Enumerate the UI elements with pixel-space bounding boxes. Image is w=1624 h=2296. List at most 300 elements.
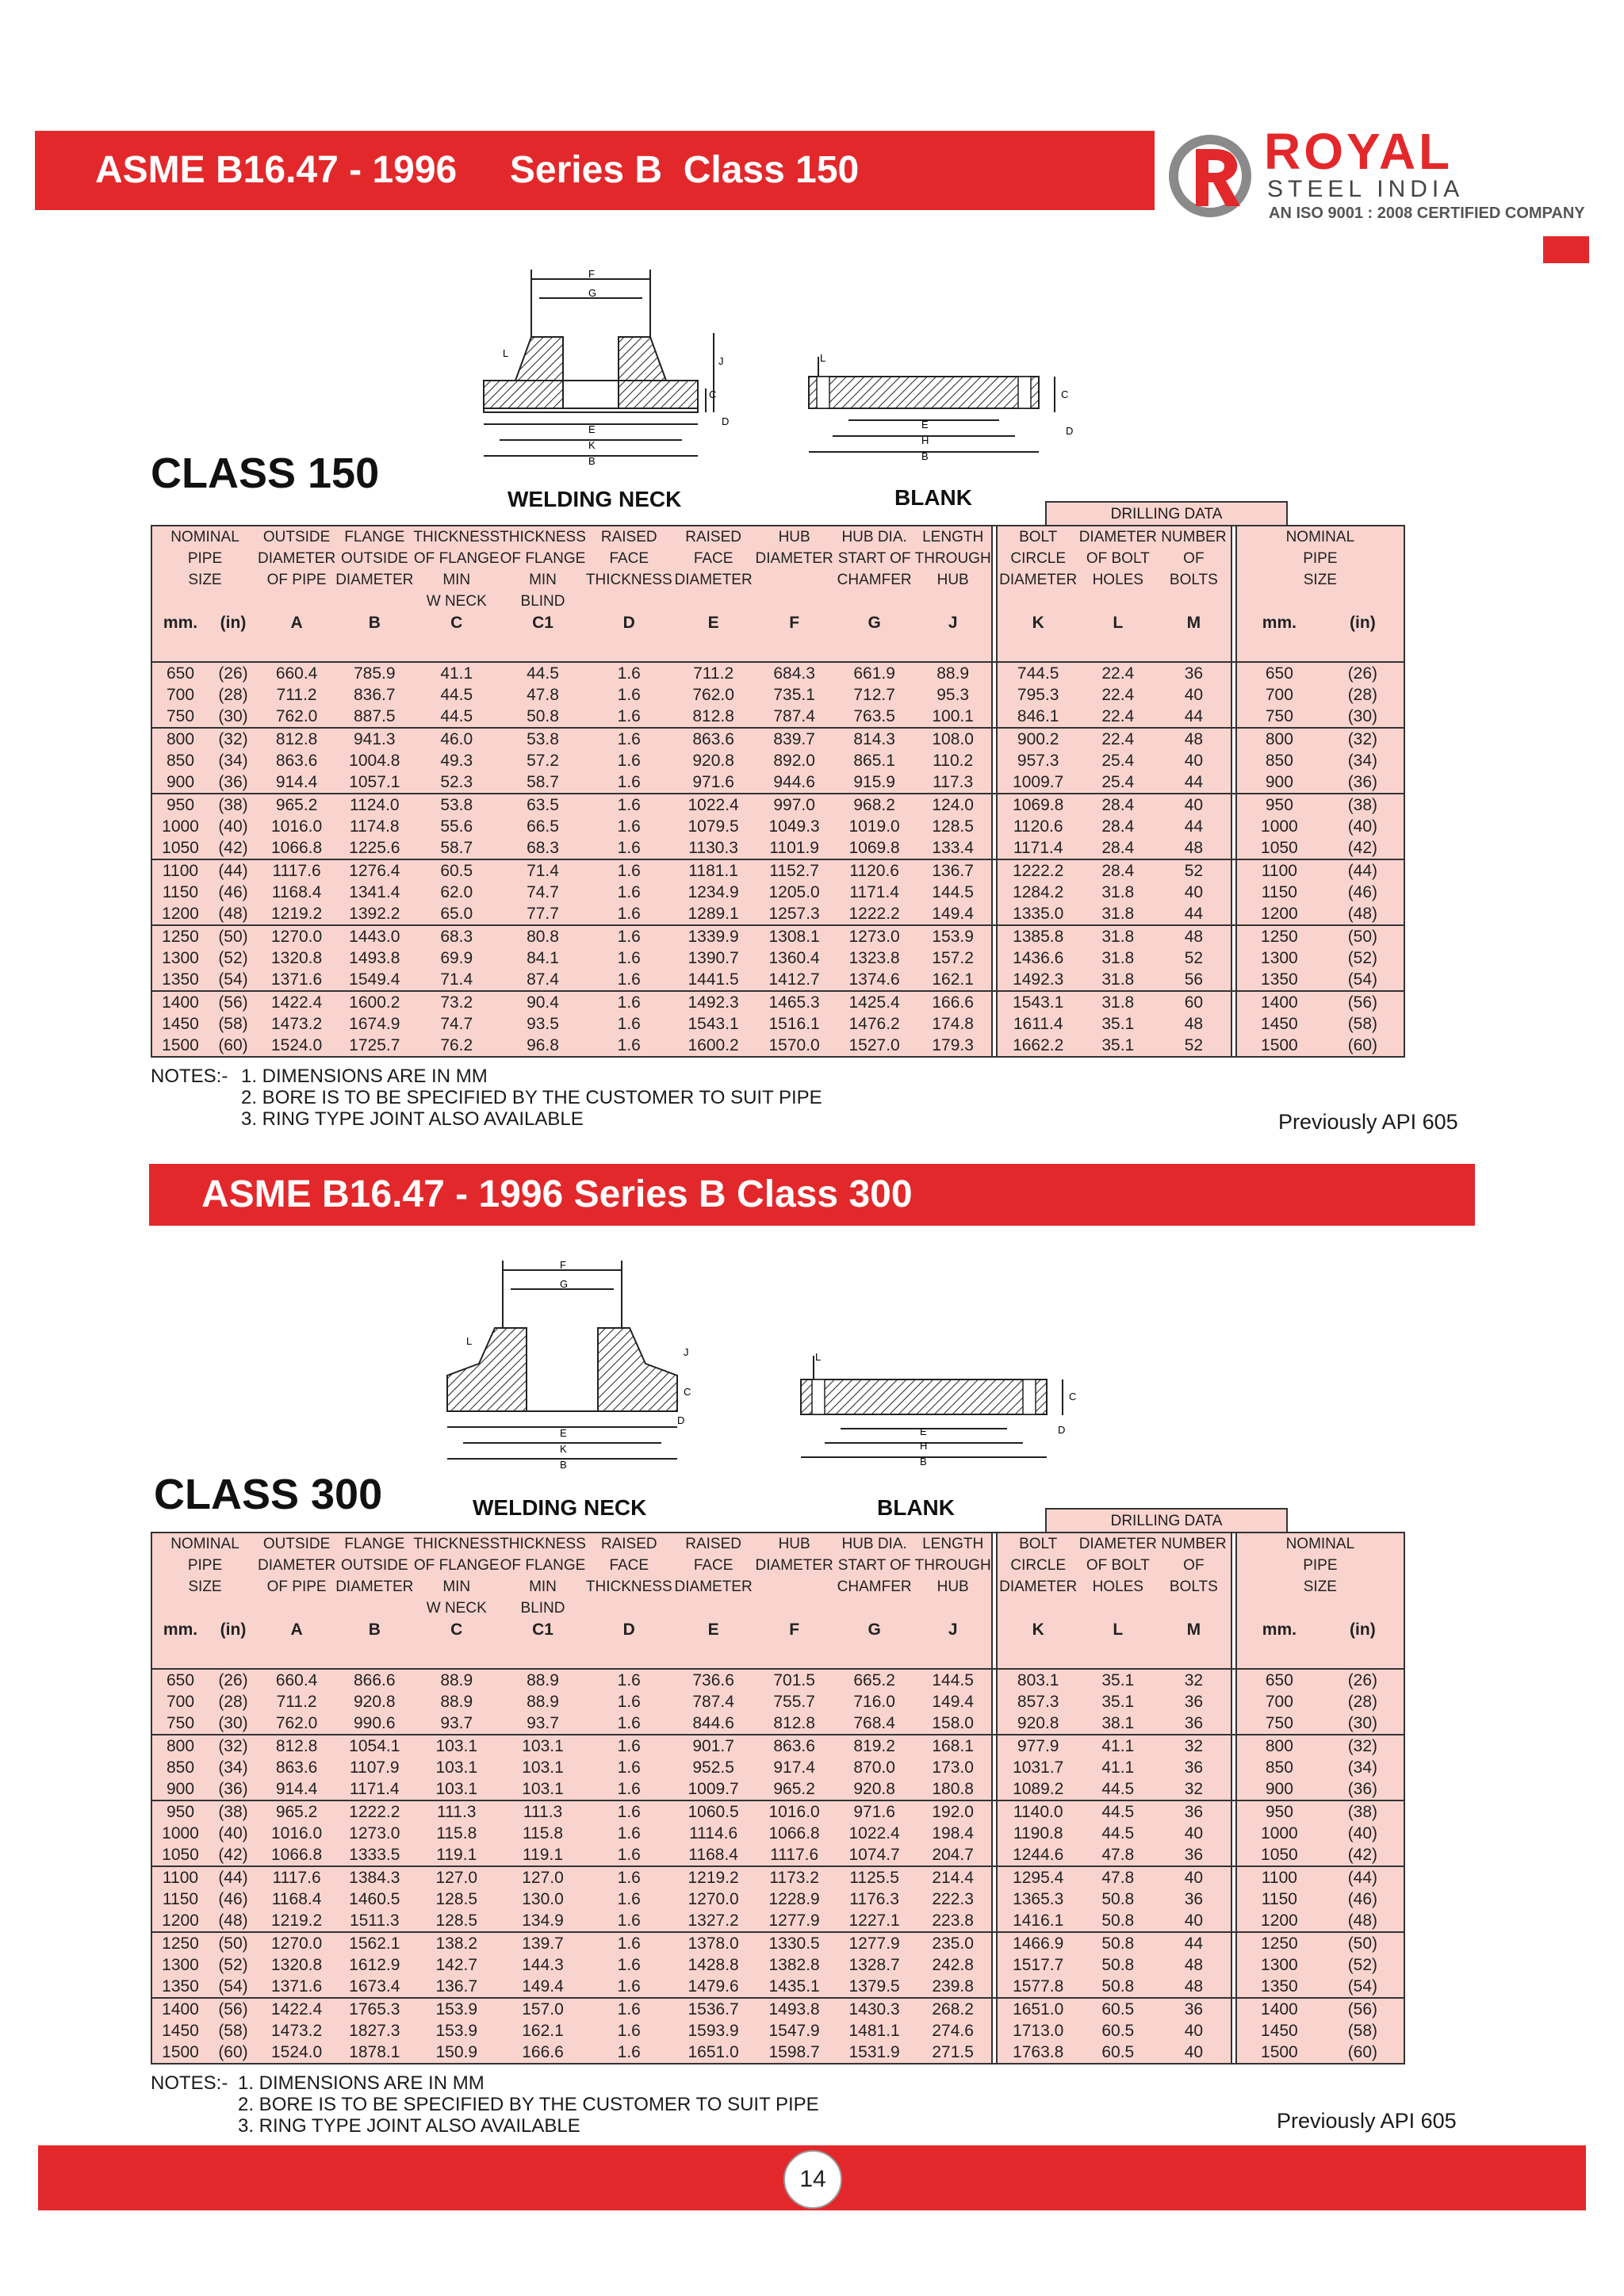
table-cell: 1.6 bbox=[617, 905, 641, 923]
table-cell: 1300 bbox=[1261, 949, 1298, 967]
top-banner bbox=[35, 131, 1155, 210]
table-cell: 887.5 bbox=[354, 707, 396, 725]
column-header: THICKNESS OF FLANGE MIN BLIND bbox=[500, 1536, 586, 1617]
table-cell: 74.7 bbox=[527, 883, 559, 901]
drilling-data-label: DRILLING DATA bbox=[1045, 501, 1288, 526]
table-cell: (40) bbox=[218, 1824, 248, 1843]
table-cell: 1.6 bbox=[617, 1714, 641, 1732]
table-cell: 1222.2 bbox=[335, 1800, 413, 1823]
table-cell: 49.3 bbox=[440, 752, 473, 770]
table-cell: 44 bbox=[1184, 773, 1204, 791]
table-cell: (36) bbox=[1347, 1780, 1378, 1798]
table-cell: 1.6 bbox=[617, 817, 641, 836]
table-cell: 1069.8 bbox=[848, 839, 900, 857]
table-cell: 1150 bbox=[162, 1890, 199, 1908]
table-cell: 795.3 bbox=[1017, 686, 1059, 704]
table-cell: 166.6 bbox=[915, 991, 992, 1013]
table-cell: 71.4 bbox=[500, 859, 586, 882]
table-cell: (56) bbox=[1322, 1998, 1404, 2020]
table-cell: 866.6 bbox=[335, 1669, 413, 1691]
table-cell: 1117.6 bbox=[770, 1846, 819, 1864]
table-cell: 1443.0 bbox=[335, 925, 413, 947]
table-cell: 971.6 bbox=[834, 1800, 915, 1823]
table-row bbox=[151, 1823, 1404, 1844]
table-cell: 168.1 bbox=[915, 1735, 992, 1757]
table-cell: 920.8 bbox=[853, 1780, 895, 1798]
table-cell: 814.3 bbox=[834, 728, 915, 750]
table-cell: 1100 bbox=[1236, 859, 1322, 882]
column-letter: (in) bbox=[220, 614, 247, 632]
table-row bbox=[151, 706, 1404, 728]
table-cell: 1465.3 bbox=[755, 991, 834, 1013]
table-cell: 90.4 bbox=[500, 991, 586, 1013]
table-cell: 1.6 bbox=[586, 662, 672, 684]
svg-text:D: D bbox=[722, 415, 730, 427]
table-cell: 914.4 bbox=[275, 1780, 318, 1798]
table-cell: 204.7 bbox=[932, 1846, 974, 1864]
table-cell: 1378.0 bbox=[672, 1932, 755, 1954]
table-cell: 844.6 bbox=[692, 1714, 734, 1732]
table-row bbox=[151, 1888, 1404, 1910]
table-cell: 60.5 bbox=[413, 859, 500, 882]
table-cell: 214.4 bbox=[915, 1866, 992, 1888]
column-letter: K bbox=[1032, 614, 1044, 632]
table-cell: 60.5 bbox=[1079, 1998, 1157, 2020]
table-cell: 892.0 bbox=[773, 752, 815, 770]
table-cell: 80.8 bbox=[500, 925, 586, 947]
table-cell: 1079.5 bbox=[688, 817, 739, 836]
table-cell: 944.6 bbox=[773, 773, 815, 791]
svg-text:G: G bbox=[588, 287, 597, 299]
svg-text:D: D bbox=[677, 1414, 685, 1426]
table-row bbox=[151, 794, 1404, 816]
table-cell: 1500 bbox=[162, 2043, 199, 2061]
table-cell: 812.8 bbox=[258, 728, 335, 750]
class-300-heading: CLASS 300 bbox=[154, 1471, 383, 1518]
table-cell: 650 bbox=[151, 1669, 209, 1691]
table-cell: 1200 bbox=[162, 1911, 199, 1930]
table-cell: 1531.9 bbox=[848, 2043, 900, 2061]
royal-r-logo-icon bbox=[1164, 128, 1259, 224]
table-cell: 1200 bbox=[1261, 905, 1298, 923]
table-cell: 863.6 bbox=[275, 1758, 318, 1777]
table-cell: 1371.6 bbox=[270, 1977, 323, 1996]
table-cell: 839.7 bbox=[755, 728, 834, 750]
table-cell: 1050 bbox=[162, 1846, 199, 1864]
table-cell: 812.8 bbox=[692, 707, 734, 725]
table-cell: 40 bbox=[1184, 686, 1204, 704]
table-row bbox=[151, 947, 1404, 969]
table-cell: (60) bbox=[218, 1036, 248, 1054]
table-cell: 1.6 bbox=[617, 1890, 641, 1908]
table-cell: 1333.5 bbox=[349, 1846, 400, 1864]
column-letter: mm. bbox=[163, 614, 198, 632]
table-row bbox=[151, 1932, 1404, 1954]
table-cell: 1225.6 bbox=[349, 839, 400, 857]
table-row bbox=[151, 1691, 1404, 1712]
table-cell: 47.8 bbox=[527, 686, 559, 704]
table-cell: 900 bbox=[166, 773, 195, 791]
table-cell: 74.7 bbox=[440, 1015, 473, 1033]
svg-text:B: B bbox=[588, 455, 596, 467]
table-cell: 1436.6 bbox=[1013, 949, 1064, 967]
table-cell: 31.8 bbox=[1079, 925, 1157, 947]
table-cell: 1400 bbox=[1236, 991, 1322, 1013]
table-cell: 124.0 bbox=[915, 794, 992, 816]
table-cell: 1341.4 bbox=[349, 883, 400, 901]
column-letter: C bbox=[450, 1621, 463, 1639]
table-cell: 41.1 bbox=[1079, 1735, 1157, 1757]
table-cell: 31.8 bbox=[1101, 883, 1135, 901]
table-cell: 44.5 bbox=[440, 707, 473, 725]
table-cell: 850 bbox=[1265, 752, 1293, 770]
table-cell: 660.4 bbox=[258, 662, 335, 684]
svg-text:L: L bbox=[820, 352, 826, 364]
table-cell: (36) bbox=[1347, 773, 1378, 791]
table-cell: 166.6 bbox=[522, 2043, 564, 2061]
table-cell: 1713.0 bbox=[1013, 2022, 1064, 2040]
table-cell: 1593.9 bbox=[688, 2022, 739, 2040]
table-cell: 665.2 bbox=[834, 1669, 915, 1691]
table-cell: 53.8 bbox=[500, 728, 586, 750]
table-cell: 235.0 bbox=[915, 1932, 992, 1954]
table-cell: 111.3 bbox=[500, 1800, 586, 1823]
table-row bbox=[151, 1757, 1404, 1778]
table-cell: 1.6 bbox=[586, 1932, 672, 1954]
table-cell: 1150 bbox=[162, 883, 199, 901]
table-cell: 1009.7 bbox=[1013, 773, 1064, 791]
table-cell: 870.0 bbox=[853, 1758, 895, 1777]
table-cell: (56) bbox=[209, 1998, 258, 2020]
table-cell: 1050 bbox=[1261, 1846, 1298, 1864]
table-cell: 47.8 bbox=[1079, 1866, 1157, 1888]
table-cell: 1205.0 bbox=[768, 883, 820, 901]
table-cell: 108.0 bbox=[915, 728, 992, 750]
column-letter: C1 bbox=[532, 614, 553, 632]
table-cell: 1100 bbox=[151, 1866, 209, 1888]
table-cell: 857.3 bbox=[1017, 1693, 1059, 1711]
brand-tagline: AN ISO 9001 : 2008 CERTIFIED COMPANY bbox=[1269, 205, 1585, 222]
table-cell: 1570.0 bbox=[768, 1036, 820, 1054]
table-cell: 1.6 bbox=[617, 752, 641, 770]
blank-label: BLANK bbox=[894, 485, 972, 510]
table-cell: 242.8 bbox=[932, 1956, 974, 1974]
table-cell: (34) bbox=[1347, 1758, 1378, 1777]
table-cell: (46) bbox=[218, 1890, 248, 1908]
column-header: NUMBER OF BOLTS bbox=[1161, 1536, 1227, 1595]
table-cell: 58.7 bbox=[440, 839, 473, 857]
table-cell: 1765.3 bbox=[335, 1998, 413, 2020]
table-cell: (30) bbox=[218, 707, 248, 725]
table-cell: 1500 bbox=[1261, 1036, 1298, 1054]
table-cell: 700 bbox=[1265, 686, 1293, 704]
table-cell: 48 bbox=[1157, 728, 1231, 750]
table-cell: 1054.1 bbox=[335, 1735, 413, 1757]
table-cell: 28.4 bbox=[1079, 859, 1157, 882]
table-cell: 1228.9 bbox=[768, 1890, 820, 1908]
column-letter: L bbox=[1113, 1621, 1124, 1639]
table-cell: 1662.2 bbox=[1013, 1036, 1064, 1054]
table-cell: (48) bbox=[218, 1911, 248, 1930]
table-cell: (38) bbox=[209, 1800, 258, 1823]
table-cell: (40) bbox=[1347, 1824, 1378, 1843]
table-cell: 750 bbox=[166, 1714, 195, 1732]
table-cell: (46) bbox=[218, 883, 248, 901]
table-cell: 115.8 bbox=[436, 1824, 477, 1843]
table-cell: 1019.0 bbox=[848, 817, 900, 836]
column-header: HUB DIA. START OF CHAMFER bbox=[837, 1536, 912, 1595]
table-cell: 71.4 bbox=[440, 970, 473, 989]
table-cell: 971.6 bbox=[692, 773, 734, 791]
table-cell: (26) bbox=[209, 1669, 258, 1691]
table-cell: 762.0 bbox=[275, 1714, 318, 1732]
table-cell: 1536.7 bbox=[672, 1998, 755, 2020]
table-cell: 950 bbox=[151, 794, 209, 816]
table-cell: 25.4 bbox=[1101, 752, 1135, 770]
table-cell: 103.1 bbox=[522, 1780, 564, 1798]
table-cell: 1000 bbox=[162, 817, 199, 836]
table-row bbox=[151, 1735, 1404, 1757]
table-cell: 735.1 bbox=[773, 686, 815, 704]
brand-logo bbox=[1164, 125, 1592, 228]
table-cell: 1379.5 bbox=[848, 1977, 900, 1996]
table-cell: 117.3 bbox=[933, 773, 974, 791]
table-cell: (40) bbox=[1347, 817, 1378, 836]
table-cell: 1.6 bbox=[617, 1911, 641, 1930]
table-cell: 55.6 bbox=[440, 817, 473, 836]
table-cell: 1152.7 bbox=[755, 859, 834, 882]
page-number: 14 bbox=[783, 2150, 842, 2209]
table-cell: (56) bbox=[209, 991, 258, 1013]
column-letter: J bbox=[948, 614, 958, 632]
table-cell: (26) bbox=[1322, 1669, 1404, 1691]
column-header: BOLT CIRCLE DIAMETER bbox=[999, 529, 1078, 588]
table-row bbox=[151, 1712, 1404, 1735]
table-cell: 36 bbox=[1184, 1758, 1204, 1777]
table-cell: 66.5 bbox=[527, 817, 559, 836]
table-cell: 762.0 bbox=[275, 707, 318, 725]
table-cell: 763.5 bbox=[853, 707, 895, 725]
table-cell: 50.8 bbox=[1101, 1890, 1135, 1908]
header-row bbox=[151, 526, 1404, 612]
table-cell: (54) bbox=[1347, 1977, 1378, 1996]
table-cell: 1412.7 bbox=[768, 970, 820, 989]
table-cell: 1176.3 bbox=[849, 1890, 899, 1908]
table-cell: 1422.4 bbox=[258, 991, 335, 1013]
table-cell: 1430.3 bbox=[834, 1998, 915, 2020]
table-cell: 700 bbox=[166, 686, 195, 704]
column-letter: E bbox=[707, 614, 719, 632]
svg-text:E: E bbox=[588, 423, 596, 435]
table-cell: 36 bbox=[1157, 1800, 1231, 1823]
table-cell: 44.5 bbox=[1101, 1824, 1135, 1843]
table-cell: (58) bbox=[218, 1015, 248, 1033]
table-cell: (28) bbox=[218, 686, 248, 704]
table-cell: 1200 bbox=[162, 905, 199, 923]
table-cell: 1031.7 bbox=[1013, 1758, 1064, 1777]
table-cell: 1493.8 bbox=[755, 1998, 834, 2020]
table-cell: 1049.3 bbox=[768, 817, 820, 836]
brand-name: ROYAL bbox=[1264, 123, 1454, 180]
table-cell: 41.1 bbox=[413, 662, 500, 684]
table-cell: 1350 bbox=[1261, 1977, 1298, 1996]
table-row bbox=[151, 1954, 1404, 1976]
table-cell: (54) bbox=[1347, 970, 1378, 989]
table-cell: 1450 bbox=[1261, 1015, 1298, 1033]
svg-text:G: G bbox=[560, 1278, 569, 1290]
table-cell: 1.6 bbox=[617, 839, 641, 857]
table-cell: 965.2 bbox=[258, 1800, 335, 1823]
table-cell: 22.4 bbox=[1101, 686, 1135, 704]
table-cell: 650 bbox=[151, 662, 209, 684]
table-cell: 44 bbox=[1157, 1932, 1231, 1954]
column-header: RAISED FACE THICKNESS bbox=[585, 529, 672, 588]
table-cell: 1000 bbox=[162, 1824, 199, 1843]
table-cell: 32 bbox=[1157, 1735, 1231, 1757]
table-cell: 1.6 bbox=[617, 1824, 641, 1843]
table-cell: 1.6 bbox=[617, 2043, 641, 2061]
table-cell: (32) bbox=[209, 728, 258, 750]
table-cell: 1250 bbox=[151, 1932, 209, 1954]
table-cell: 1.6 bbox=[586, 1998, 672, 2020]
column-letter: D bbox=[622, 614, 635, 632]
table-cell: 800 bbox=[1236, 1735, 1322, 1757]
table-cell: 711.2 bbox=[276, 1693, 317, 1711]
table-cell: 1.6 bbox=[617, 1693, 641, 1711]
table-cell: 149.4 bbox=[932, 905, 974, 923]
table-cell: 900.2 bbox=[997, 728, 1079, 750]
table-cell: 1.6 bbox=[617, 1846, 641, 1864]
table-cell: 53.8 bbox=[413, 794, 500, 816]
table-cell: 22.4 bbox=[1079, 728, 1157, 750]
table-cell: 52.3 bbox=[440, 773, 473, 791]
table-cell: 712.7 bbox=[853, 686, 895, 704]
table-cell: 1543.1 bbox=[997, 991, 1079, 1013]
table-cell: 1117.6 bbox=[258, 859, 335, 882]
table-cell: 52 bbox=[1157, 859, 1231, 882]
table-cell: 957.3 bbox=[1017, 752, 1059, 770]
svg-text:C: C bbox=[709, 388, 717, 400]
table-cell: 1335.0 bbox=[1013, 905, 1064, 923]
table-cell: 1.6 bbox=[617, 1036, 641, 1054]
table-cell: 88.9 bbox=[413, 1669, 500, 1691]
table-cell: 44.5 bbox=[1101, 1780, 1135, 1798]
table-cell: 977.9 bbox=[997, 1735, 1079, 1757]
table-cell: (44) bbox=[209, 1866, 258, 1888]
table-row bbox=[151, 1800, 1404, 1823]
column-header: THICKNESS OF FLANGE MIN BLIND bbox=[500, 529, 586, 610]
column-header: LENGTH THROUGH HUB bbox=[914, 1536, 991, 1595]
column-header: RAISED FACE DIAMETER bbox=[674, 1536, 753, 1595]
svg-text:L: L bbox=[815, 1351, 822, 1363]
table-cell: 115.8 bbox=[523, 1824, 563, 1843]
table-cell: 800 bbox=[151, 728, 209, 750]
table-cell: 1511.3 bbox=[349, 1911, 400, 1930]
column-letter: E bbox=[707, 1621, 719, 1639]
table-cell: (26) bbox=[209, 662, 258, 684]
column-letter: (in) bbox=[1350, 614, 1376, 632]
table-cell: 1244.6 bbox=[1013, 1846, 1064, 1864]
table-cell: 1066.8 bbox=[270, 1846, 323, 1864]
table-cell: 716.0 bbox=[853, 1693, 895, 1711]
svg-text:B: B bbox=[560, 1459, 567, 1471]
table-cell: 103.1 bbox=[522, 1758, 564, 1777]
previously-api-note: Previously API 605 bbox=[1278, 1110, 1458, 1134]
table-cell: 31.8 bbox=[1101, 970, 1135, 989]
column-header: THICKNESS OF FLANGE MIN W NECK bbox=[413, 1536, 500, 1617]
svg-text:K: K bbox=[588, 439, 596, 451]
svg-text:C: C bbox=[1061, 388, 1069, 400]
table-cell: 1516.1 bbox=[768, 1015, 820, 1033]
table-cell: 73.2 bbox=[413, 991, 500, 1013]
column-header: THICKNESS OF FLANGE MIN W NECK bbox=[413, 529, 500, 610]
table-cell: 1234.9 bbox=[688, 883, 739, 901]
table-cell: 130.0 bbox=[522, 1890, 564, 1908]
table-cell: 142.7 bbox=[435, 1956, 478, 1974]
table-cell: 103.1 bbox=[413, 1735, 500, 1757]
table-cell: 1384.3 bbox=[335, 1866, 413, 1888]
table-cell: 1.6 bbox=[617, 883, 641, 901]
table-cell: 46.0 bbox=[413, 728, 500, 750]
table-cell: 1577.8 bbox=[1013, 1977, 1064, 1996]
table-cell: 1227.1 bbox=[848, 1911, 900, 1930]
column-header: RAISED FACE DIAMETER bbox=[674, 529, 753, 588]
table-cell: 1219.2 bbox=[672, 1866, 755, 1888]
table-cell: 684.3 bbox=[755, 662, 834, 684]
table-cell: 153.9 bbox=[435, 2022, 478, 2040]
table-cell: 711.2 bbox=[276, 686, 317, 704]
table-cell: 1562.1 bbox=[335, 1932, 413, 1954]
table-cell: 60.5 bbox=[1101, 2043, 1135, 2061]
table-cell: 77.7 bbox=[527, 905, 559, 923]
table-cell: 1117.6 bbox=[258, 1866, 335, 1888]
table-cell: 192.0 bbox=[915, 1800, 992, 1823]
table-cell: 1295.4 bbox=[997, 1866, 1079, 1888]
table-cell: 1273.0 bbox=[834, 925, 915, 947]
table-cell: 1450 bbox=[1261, 2022, 1298, 2040]
table-cell: (32) bbox=[1322, 728, 1404, 750]
table-cell: 1600.2 bbox=[688, 1036, 739, 1054]
table-cell: 35.1 bbox=[1079, 1669, 1157, 1691]
table-cell: 133.4 bbox=[932, 839, 974, 857]
table-cell: 1500 bbox=[162, 1036, 199, 1054]
table-cell: 997.0 bbox=[755, 794, 834, 816]
table-cell: 1492.3 bbox=[1013, 970, 1064, 989]
table-cell: 44.5 bbox=[500, 662, 586, 684]
table-cell: 40 bbox=[1184, 752, 1204, 770]
table-cell: (34) bbox=[218, 752, 248, 770]
table-cell: (56) bbox=[1322, 991, 1404, 1013]
table-cell: 1323.8 bbox=[848, 949, 900, 967]
table-cell: 661.9 bbox=[834, 662, 915, 684]
table-cell: 93.7 bbox=[440, 1714, 473, 1732]
column-header: OUTSIDE DIAMETER OF PIPE bbox=[258, 1536, 336, 1595]
table-cell: 1219.2 bbox=[270, 905, 323, 923]
table-row bbox=[151, 1998, 1404, 2020]
column-header: NOMINAL PIPE SIZE bbox=[1285, 529, 1355, 588]
table-cell: 35.1 bbox=[1101, 1693, 1135, 1711]
table-cell: 44 bbox=[1184, 905, 1204, 923]
table-cell: 711.2 bbox=[672, 662, 755, 684]
table-cell: 914.4 bbox=[275, 773, 318, 791]
table-cell: 750 bbox=[1265, 1714, 1293, 1732]
table-cell: 1120.6 bbox=[834, 859, 915, 882]
table-cell: 800 bbox=[151, 1735, 209, 1757]
table-cell: 179.3 bbox=[932, 1036, 974, 1054]
table-cell: 1130.3 bbox=[688, 839, 738, 857]
table-cell: 111.3 bbox=[413, 1800, 500, 1823]
column-header: NOMINAL PIPE SIZE bbox=[170, 529, 239, 588]
